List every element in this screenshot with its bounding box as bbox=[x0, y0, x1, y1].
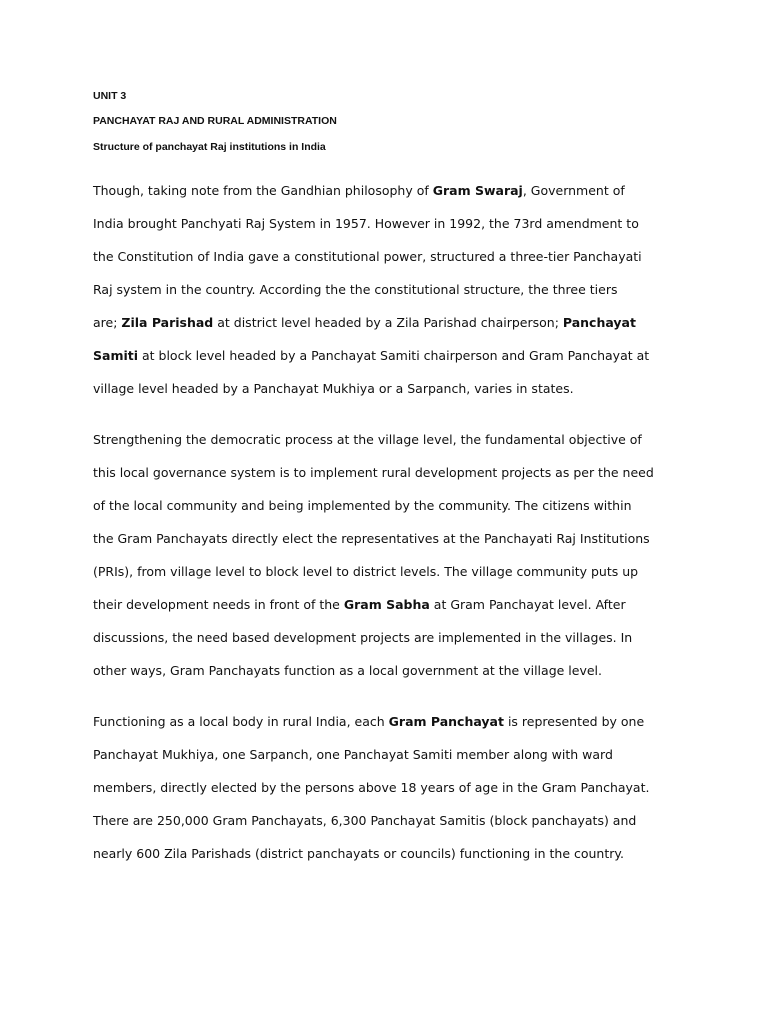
text-run: at district level headed by a Zila Parishad chairperson; bbox=[213, 315, 563, 330]
text-line bbox=[93, 654, 693, 687]
bold-term: Panchayat bbox=[562, 315, 636, 330]
document-subtitle: Structure of panchayat Raj institutions in India bbox=[93, 141, 326, 153]
paragraph-2 bbox=[93, 423, 693, 687]
text-run: Strengthening the democratic process at the village level, the fundamental objective of bbox=[93, 432, 642, 447]
text-line bbox=[93, 705, 693, 738]
text-line bbox=[93, 306, 693, 339]
text-line bbox=[93, 837, 693, 870]
text-line bbox=[93, 240, 693, 273]
text-line bbox=[93, 621, 693, 654]
text-line bbox=[93, 555, 693, 588]
text-run: Functioning as a local body in rural India, each bbox=[93, 714, 389, 729]
text-run: this local governance system is to implement rural development projects as per the need bbox=[93, 465, 654, 480]
text-line bbox=[93, 522, 693, 555]
text-run: members, directly elected by the persons above 18 years of age in the Gram Panchayat. bbox=[93, 780, 650, 795]
bold-term: Gram Panchayat bbox=[388, 714, 504, 729]
text-line bbox=[93, 489, 693, 522]
text-run: There are 250,000 Gram Panchayats, 6,300 Panchayat Samitis (block panchayats) and bbox=[93, 813, 637, 828]
text-run: other ways, Gram Panchayats function as a local government at the village level. bbox=[93, 663, 602, 678]
text-run: India brought Panchyati Raj System in 1957. However in 1992, the 73rd amendment to bbox=[93, 216, 639, 231]
text-line bbox=[93, 273, 693, 306]
text-run: Raj system in the country. According the the constitutional structure, the three tiers bbox=[93, 282, 618, 297]
text-run: village level headed by a Panchayat Mukhiya or a Sarpanch, varies in states. bbox=[93, 381, 574, 396]
text-run: Though, taking note from the Gandhian philosophy of bbox=[93, 183, 433, 198]
text-line bbox=[93, 588, 693, 621]
text-run: discussions, the need based development projects are implemented in the villages. In bbox=[93, 630, 633, 645]
text-run: at block level headed by a Panchayat Samiti chairperson and Gram Panchayat at bbox=[138, 348, 650, 363]
text-line bbox=[93, 423, 693, 456]
text-run: the Constitution of India gave a constitutional power, structured a three-tier Panchayati bbox=[93, 249, 642, 264]
text-run: Panchayat Mukhiya, one Sarpanch, one Panchayat Samiti member along with ward bbox=[93, 747, 613, 762]
text-line bbox=[93, 174, 693, 207]
bold-term: Samiti bbox=[93, 348, 139, 363]
text-run: their development needs in front of the bbox=[93, 597, 344, 612]
text-run: is represented by one bbox=[503, 714, 645, 729]
text-run: are; bbox=[93, 315, 122, 330]
text-line bbox=[93, 738, 693, 771]
text-line bbox=[93, 456, 693, 489]
bold-term: Zila Parishad bbox=[121, 315, 214, 330]
text-line bbox=[93, 207, 693, 240]
text-line bbox=[93, 804, 693, 837]
text-line bbox=[93, 771, 693, 804]
text-run: , Government of bbox=[522, 183, 625, 198]
text-run: at Gram Panchayat level. After bbox=[429, 597, 626, 612]
paragraph-3 bbox=[93, 705, 693, 870]
bold-term: Gram Swaraj bbox=[432, 183, 523, 198]
text-run: nearly 600 Zila Parishads (district panchayats or councils) functioning in the country. bbox=[93, 846, 624, 861]
text-run: of the local community and being implemented by the community. The citizens within bbox=[93, 498, 632, 513]
text-line bbox=[93, 339, 693, 372]
text-line bbox=[93, 372, 693, 405]
text-run: the Gram Panchayats directly elect the representatives at the Panchayati Raj Institutions bbox=[93, 531, 650, 546]
bold-term: Gram Sabha bbox=[343, 597, 430, 612]
document-title: PANCHAYAT RAJ AND RURAL ADMINISTRATION bbox=[93, 115, 337, 127]
paragraph-1 bbox=[93, 174, 693, 405]
unit-label: UNIT 3 bbox=[93, 90, 127, 102]
text-run: (PRIs), from village level to block level to district levels. The village community puts up bbox=[93, 564, 639, 579]
